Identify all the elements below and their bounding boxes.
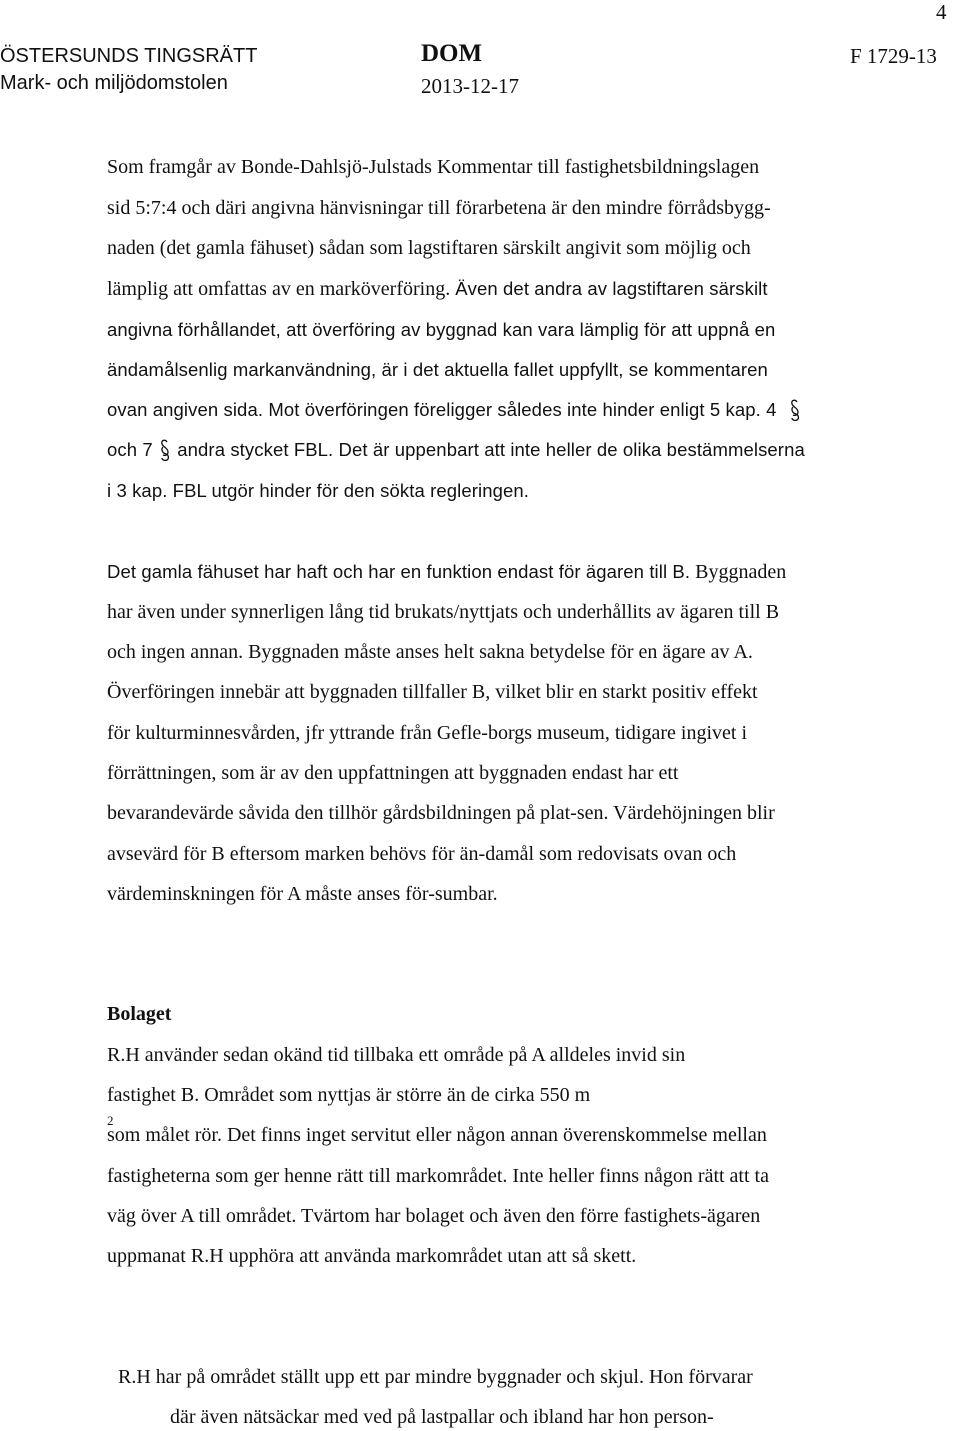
text-line <box>107 438 805 462</box>
text-line: R.H har på området ställt upp ett par mindre byggnader och skjul. Hon förvarar <box>118 1366 753 1388</box>
text-line: bevarandevärde såvida den tillhör gårdsbildningen på plat-sen. Värdehöjningen blir <box>107 802 775 824</box>
section-sign-icon <box>160 439 170 461</box>
text-segment: Byggnaden <box>695 561 787 583</box>
text-line: angivna förhållandet, att överföring av byggnad kan vara lämplig för att uppnå en <box>107 319 776 340</box>
text-line: ändamålsenlig markanvändning, är i det aktuella fallet uppfyllt, se kommentaren <box>107 359 768 380</box>
text-line: R.H använder sedan okänd tid tillbaka ett område på A alldeles invid sin <box>107 1044 686 1066</box>
text-segment: ovan angiven sida. Mot överföringen föreligger således inte hinder enligt 5 kap. 4 <box>107 399 777 420</box>
text-line: värdeminskningen för A måste anses för-sumbar. <box>107 883 498 905</box>
text-segment: Det gamla fähuset har haft och har en funktion endast för ägaren till B. <box>107 561 691 582</box>
text-line: Som framgår av Bonde-Dahlsjö-Julstads Kommentar till fastighetsbildningslagen <box>107 156 760 178</box>
section-sign-icon <box>790 399 800 421</box>
text-line: fastighet B. Området som nyttjas är större än de cirka 550 m <box>107 1084 591 1106</box>
text-line: och ingen annan. Byggnaden måste anses helt sakna betydelse för en ägare av A. <box>107 641 753 663</box>
text-line: naden (det gamla fähuset) sådan som lagstiftaren särskilt angivit som möjlig och <box>107 237 751 259</box>
text-line: som målet rör. Det finns inget servitut eller någon annan överenskommelse mellan <box>107 1124 767 1146</box>
document-date: 2013-12-17 <box>421 74 519 98</box>
text-line: där även nätsäckar med ved på lastpallar och ibland har hon person- <box>170 1406 714 1428</box>
text-line <box>107 398 802 422</box>
court-division: Mark- och miljödomstolen <box>0 72 228 94</box>
text-line <box>107 277 768 301</box>
text-line: förrättningen, som är av den uppfattningen att byggnaden endast har ett <box>107 762 679 784</box>
text-line: i 3 kap. FBL utgör hinder för den sökta regleringen. <box>107 480 530 501</box>
text-line <box>107 560 786 584</box>
text-line: uppmanat R.H upphöra att använda markområdet utan att så skett. <box>107 1245 637 1267</box>
text-line: fastigheterna som ger henne rätt till markområdet. Inte heller finns någon rätt att ta <box>107 1165 769 1187</box>
text-line: för kulturminnesvården, jfr yttrande från Gefle-borgs museum, tidigare ingivet i <box>107 722 747 744</box>
text-segment: andra stycket FBL. Det är uppenbart att inte heller de olika bestämmelserna <box>177 439 805 460</box>
text-line: väg över A till området. Tvärtom har bolaget och även den förre fastighets-ägaren <box>107 1205 761 1227</box>
text-line: Överföringen innebär att byggnaden tillfaller B, vilket blir en starkt positiv effekt <box>107 681 758 703</box>
court-name: ÖSTERSUNDS TINGSRÄTT <box>0 45 258 67</box>
text-line: har även under synnerligen lång tid brukats/nyttjats och underhållits av ägaren till B <box>107 601 780 623</box>
page-number: 4 <box>936 0 947 24</box>
document-type: DOM <box>421 40 483 67</box>
text-line: avsevärd för B eftersom marken behövs för än-damål som redovisats ovan och <box>107 843 737 865</box>
text-segment: Även det andra av lagstiftaren särskilt <box>455 278 768 299</box>
text-line: sid 5:7:4 och däri angivna hänvisningar till förarbetena är den mindre förrådsbygg- <box>107 197 771 219</box>
section-heading: Bolaget <box>107 1003 172 1025</box>
text-segment: lämplig att omfattas av en marköverföring. <box>107 278 451 300</box>
superscript: 2 <box>107 1113 114 1128</box>
case-number: F 1729-13 <box>850 44 937 68</box>
text-segment: och 7 <box>107 439 153 460</box>
